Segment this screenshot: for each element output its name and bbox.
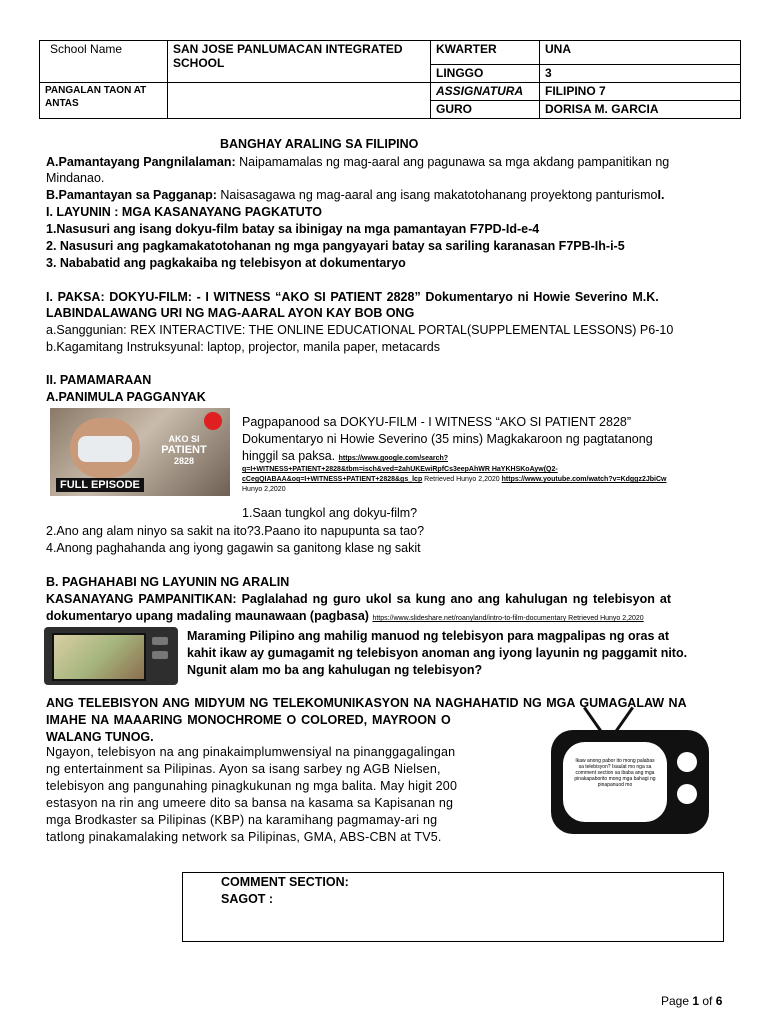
layunin-item-1: 1.Nasusuri ang isang dokyu-film batay sa ibinigay na mga pamantayan F7PD-Id-e-4 [46,222,540,236]
guro-value: DORISA M. GARCIA [540,101,741,119]
tv-screen-text: Ikaw anong pabor ito mong palabas sa telebisyon? Isaulat mo nga sa comment section sa ibaba ang mga pinakapaborito mong mga bahagi ng pinapanuod mo [574,758,656,788]
body-line-3: telebisyon ang pangunahing pinagkukunan ng mga balita. May higit 200 [46,779,458,793]
page-word: Page [661,994,693,1008]
sagot-label: SAGOT : [221,892,274,906]
pamantayan-b-text: Naisasagawa ng mag-aaral ang isang makatotohanang proyektong panturismo [216,188,658,202]
pangalan-value [168,83,431,119]
page-title: BANGHAY ARALING SA FILIPINO [220,137,419,151]
pamantayan-a-text: Naipamamalas ng mag-aaral ang pagunawa sa mga akdang pampanitikan ng [235,155,670,169]
comment-label: COMMENT SECTION: [221,875,349,889]
paksa-line2: LABINDALAWANG URI NG MAG-AARAL AYON KAY BOB ONG [46,306,415,320]
layunin-item-3: 3. Nababatid ang pagkakaiba ng telebisyon at dokumentaryo [46,256,406,270]
video-thumbnail [50,408,230,496]
body-line-2: ng entertainment sa Pilipinas. Ayon sa isang sarbey ng AGB Nielsen, [46,762,441,776]
pangalan-label-line1: PANGALAN TAON AT [45,85,147,96]
body-line-1: Ngayon, telebisyon na ang pinakaimplumwensiyal na pinanggagalingan [46,745,456,759]
paghahabi-heading: B. PAGHAHABI NG LAYUNIN NG ARALIN [46,575,290,589]
retrieved-date-2: Hunyo 2,2020 [242,486,286,493]
youtube-link[interactable]: https://www.youtube.com/watch?v=Kdggz2JbiCw [501,476,667,483]
video-overlay [152,434,216,466]
header-table [39,40,741,119]
layunin-item-2: 2. Nasusuri ang pagkamakatotohanan ng mga pangyayari batay sa sariling karanasan F7PB-Ih-i-5 [46,239,625,253]
body-line-4: estasyon na rin ang umeere dito sa bansa na kasama sa Kapisanan ng [46,796,454,810]
assignatura-value: FILIPINO 7 [540,83,741,101]
telebisyon-paragraph [46,744,506,846]
pamantayan-a [46,154,726,170]
school-name-label: School Name [40,41,168,83]
kasanayan-label: KASANAYANG PAMPANITIKAN: [46,592,237,606]
pangalan-label-line2: ANTAS [45,98,79,109]
question-4: 4.Anong paghahanda ang iyong gagawin sa ganitong klase ng sakit [46,541,421,555]
body-line-6: tatlong pinakamalaking network sa Pilipinas, GMA, ABS-CBN at TV5. [46,830,442,844]
linggo-value: 3 [540,65,741,83]
video-desc-text: hinggil sa paksa. [242,449,336,463]
kasanayan-line1 [46,591,726,607]
pamamaraan-heading: II. PAMAMARAAN [46,373,152,387]
pangalan-label [40,83,168,119]
kwarter-value: UNA [540,41,741,65]
google-search-link-1[interactable]: https://www.google.com/search? [338,455,449,462]
tv-paragraph [187,628,687,679]
kasanayan-line2 [46,608,726,624]
pamantayan-b-end: I. [657,188,665,202]
assignatura-label: ASSIGNATURA [431,83,540,101]
tv-illustration-screen [563,742,667,822]
page-of: of [699,994,716,1008]
tv-image [44,627,178,685]
definition-line3: WALANG TUNOG. [46,730,154,744]
slideshare-reference[interactable]: https://www.slideshare.net/roanyland/intro-to-film-documentary Retrieved Hunyo 2,2020 [372,615,644,622]
video-overlay-line1: AKO SI [168,434,200,444]
google-search-link-3[interactable]: cCegQIABAA&oq=I+WITNESS+PATIENT+2828&gs_lcp [242,476,423,483]
page-footer [661,994,722,1008]
tv-screen [52,633,146,681]
video-overlay-line2: PATIENT [161,444,207,456]
kwarter-label: KWARTER [431,41,540,65]
school-name-value [168,41,431,83]
retrieved-date-1: Retrieved Hunyo 2,2020 [422,476,502,483]
kasanayan-text-2: dokumentaryo upang madaling maunawaan (pagbasa) [46,609,369,623]
school-name-value-line2: SCHOOL [173,56,225,70]
paksa-line1: I. PAKSA: DOKYU-FILM: - I WITNESS “AKO SI PATIENT 2828” Dokumentaryo ni Howie Severino M.K. [46,290,659,304]
linggo-label: LINGGO [431,65,540,83]
paksa-sanggunian: a.Sanggunian: REX INTERACTIVE: THE ONLINE EDUCATIONAL PORTAL(SUPPLEMENTAL LESSONS) P6-10 [46,323,674,337]
pamamaraan-sub: A.PANIMULA PAGGANYAK [46,390,206,404]
pamantayan-a-label: A.Pamantayang Pangnilalaman: [46,155,236,169]
video-links [242,465,666,495]
video-banner: FULL EPISODE [56,478,144,492]
tv-paragraph-line1: Maraming Pilipino ang mahilig manuod ng telebisyon para magpalipas ng oras at [187,629,670,643]
definition-line2: IMAHE NA MAAARING MONOCHROME O COLORED, MAYROON O [46,713,451,727]
video-desc-line1: Pagpapanood sa DOKYU-FILM - I WITNESS “AKO SI PATIENT 2828” [242,415,632,429]
pamantayan-b [46,187,726,203]
page-number: 1 [692,994,700,1008]
comment-box[interactable] [182,872,724,942]
guro-label: GURO [431,101,540,119]
tv-knob-1 [152,637,168,645]
tv-illustration [551,730,709,834]
tv-paragraph-line2: kahit ikaw ay gumagamit ng telebisyon anoman ang iyong layunin ng paggamit nito. [187,646,688,660]
question-1: 1.Saan tungkol ang dokyu-film? [242,506,418,520]
video-desc-line2: Dokumentaryo ni Howie Severino (35 mins) Magkakaroon ng pagtatanong [242,432,653,446]
question-2-3: 2.Ano ang alam ninyo sa sakit na ito?3.Paano ito napupunta sa tao? [46,524,425,538]
body-line-5: mga Brodkaster sa Pilipinas (KBP) na karamihang pagmamay-ari ng [46,813,438,827]
tv-dial-2 [677,784,697,804]
pamantayan-b-label: B.Pamantayan sa Pagganap: [46,188,217,202]
video-description [242,414,653,467]
layunin-heading: I. LAYUNIN : MGA KASANAYANG PAGKATUTO [46,205,322,219]
tv-dial-1 [677,752,697,772]
pamantayan-a-cont: Mindanao. [46,171,105,185]
page-total: 6 [715,994,723,1008]
channel-logo [204,412,222,430]
tv-knob-2 [152,651,168,659]
school-name-value-line1: SAN JOSE PANLUMACAN INTEGRATED [173,42,403,56]
tv-paragraph-line3: Ngunit alam mo ba ang kahulugan ng telebisyon? [187,663,483,677]
video-overlay-line3: 2828 [173,456,195,466]
definition-line1: ANG TELEBISYON ANG MIDYUM NG TELEKOMUNIKASYON NA NAGHAHATID NG MGA GUMAGALAW NA [46,696,687,710]
google-search-link-2[interactable]: q=I+WITNESS+PATIENT+2828&tbm=isch&ved=2ahUKEwiRpfCs3eepAhWR HaYKHSKoAyw(Q2- [242,466,558,473]
kasanayan-text: Paglalahad ng guro ukol sa kung ano ang kahulugan ng telebisyon at [236,592,672,606]
face-mask [78,436,132,462]
paksa-kagamitan: b.Kagamitang Instruksyunal: laptop, projector, manila paper, metacards [46,340,440,354]
